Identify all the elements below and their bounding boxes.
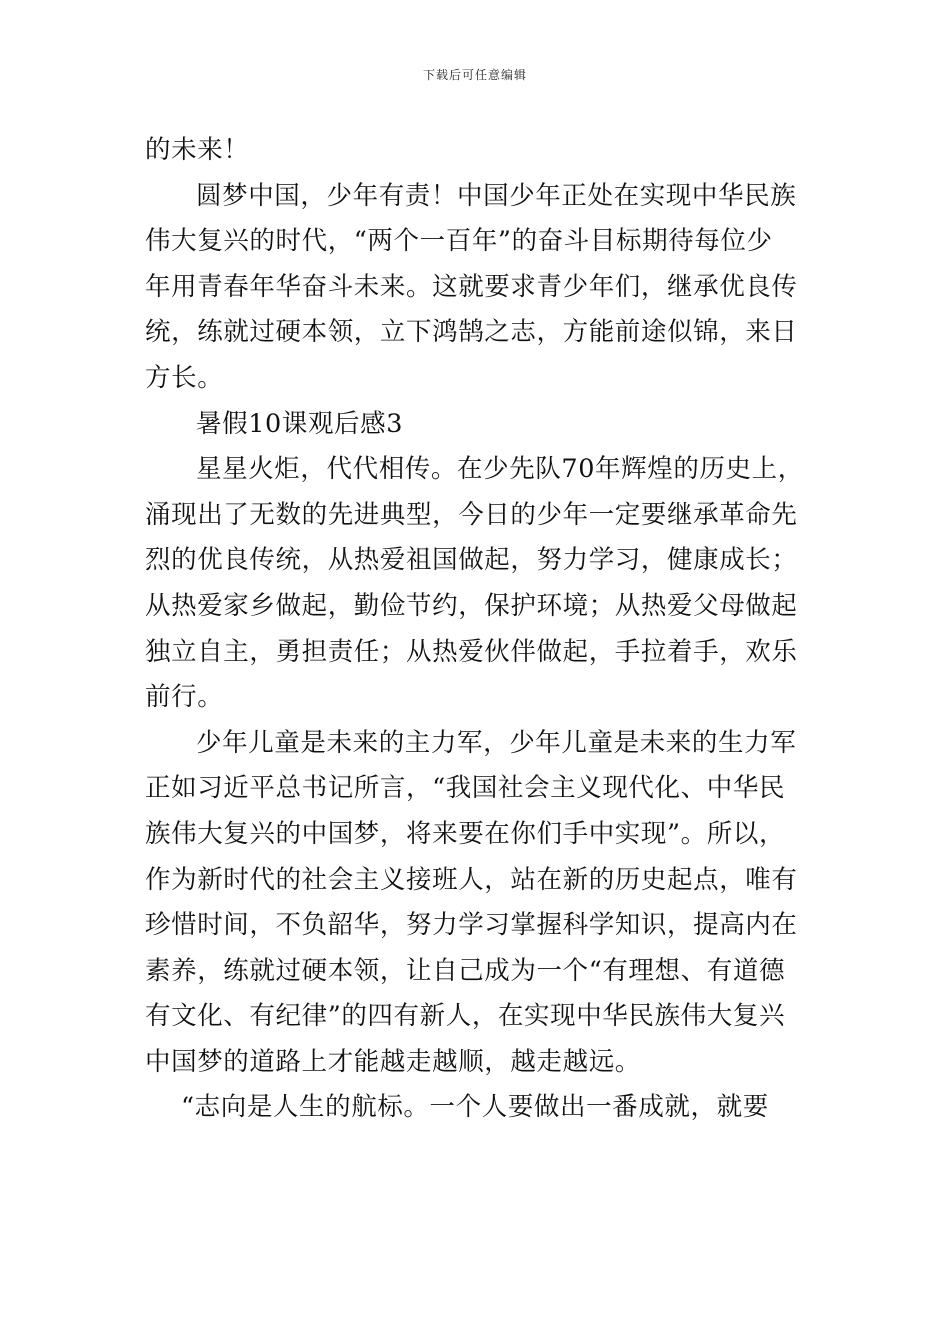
text-line: “志向是人生的航标。一个人要做出一番成就，就要 <box>181 1092 769 1123</box>
text-line: 的未来！ <box>145 135 250 165</box>
text-line: 珍惜时间，不负韶华，努力学习掌握科学知识，提高内在 <box>145 910 798 941</box>
text-line: 伟大复兴的时代，“两个一百年”的奋斗目标期待每位少 <box>145 226 773 257</box>
text-line: 正如习近平总书记所言，“我国社会主义现代化、中华民 <box>145 773 786 804</box>
text-line: 从热爱家乡做起，勤俭节约，保护环境；从热爱父母做起 <box>145 590 798 621</box>
text-line: 星星火炬，代代相传。在少先队70年辉煌的历史上， <box>196 454 804 485</box>
text-line: 族伟大复兴的中国梦，将来要在你们手中实现”。所以， <box>145 818 786 849</box>
text-line: 统，练就过硬本领，立下鸿鹄之志，方能前途似锦，来日 <box>145 317 798 348</box>
text-line: 有文化、有纪律”的四有新人，在实现中华民族伟大复兴 <box>145 1001 786 1032</box>
text-line: 少年儿童是未来的主力军，少年儿童是未来的生力军 <box>196 727 797 758</box>
text-line: 前行。 <box>145 682 224 713</box>
text-line: 素养，练就过硬本领，让自己成为一个“有理想、有道德 <box>145 955 786 986</box>
text-line: 年用青春年华奋斗未来。这就要求青少年们，继承优良传 <box>145 271 798 302</box>
text-line: 涌现出了无数的先进典型，今日的少年一定要继承革命先 <box>145 499 798 530</box>
download-note: 下载后可任意编辑 <box>422 68 527 82</box>
text-line: 方长。 <box>145 362 224 393</box>
text-line: 中国梦的道路上才能越走越顺，越走越远。 <box>145 1046 641 1077</box>
text-line: 作为新时代的社会主义接班人，站在新的历史起点，唯有 <box>145 864 798 895</box>
text-line: 圆梦中国，少年有责！中国少年正处在实现中华民族 <box>196 180 797 211</box>
section-heading: 暑假10课观后感3 <box>196 408 404 439</box>
document-body <box>145 128 810 1131</box>
text-line: 烈的优良传统，从热爱祖国做起，努力学习，健康成长； <box>145 545 798 576</box>
text-line: 独立自主，勇担责任；从热爱伙伴做起，手拉着手，欢乐 <box>145 636 798 667</box>
